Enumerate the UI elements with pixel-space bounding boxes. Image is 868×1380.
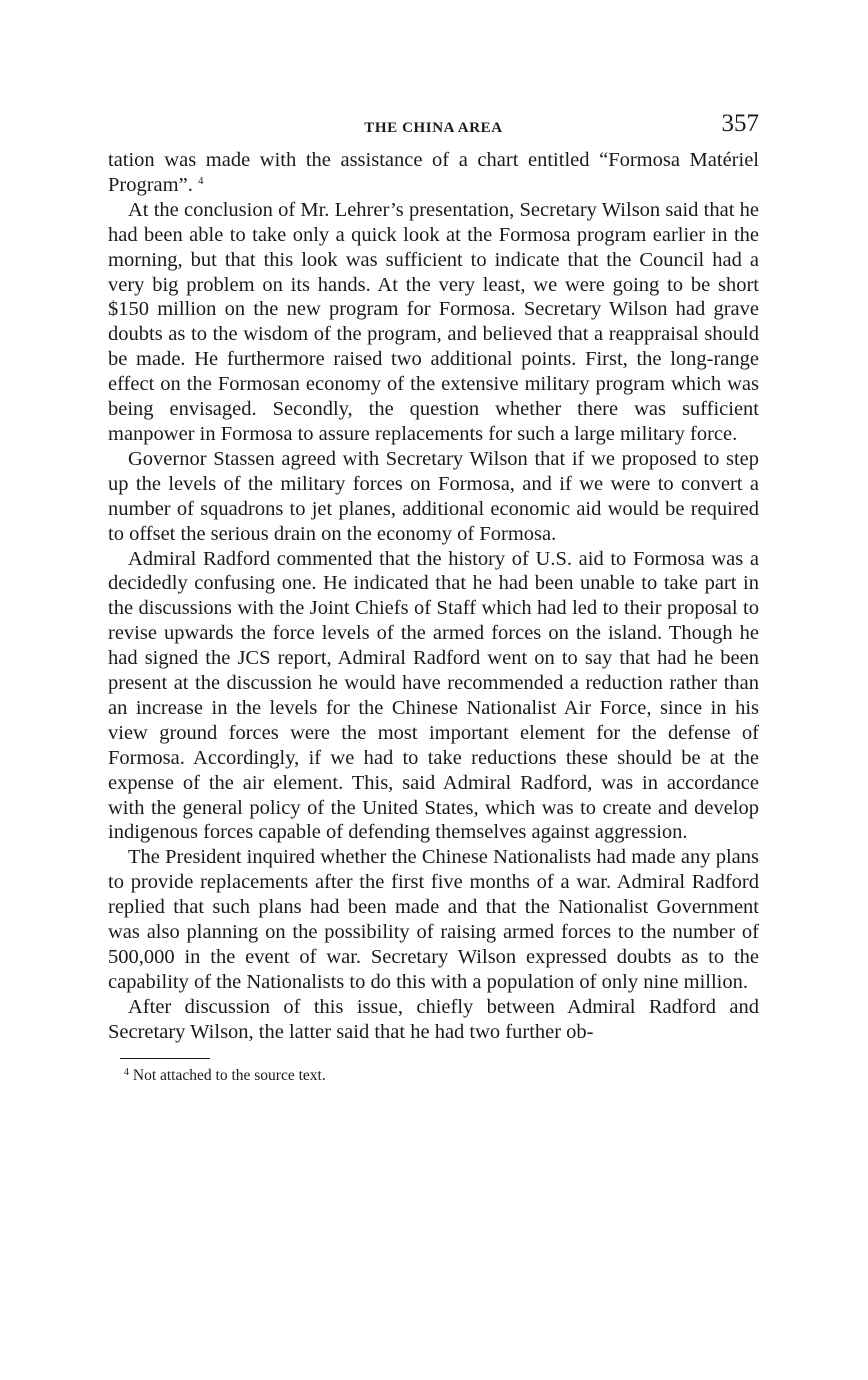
paragraph-2: At the conclusion of Mr. Lehrer’s presentation, Secretary Wilson said that he had been able to take only a quick look at the Formosa program earlier in the morning, but that this look was sufficient to indicate that the Council had a very big problem on its hands. At the very least, we were going to be short $150 million on the new program for Formosa. Secretary Wilson had grave doubts as to the wisdom of the program, and believed that a reappraisal should be made. He furthermore raised two additional points. First, the long-range effect on the Formosan economy of the extensive military program which was being envisaged. Secondly, the question whether there was sufficient manpower in Formosa to assure replacements for such a large military force. [108, 198, 759, 445]
footnote-reference: 4 [197, 174, 204, 187]
footnote-text: Not attached to the source text. [129, 1066, 326, 1084]
paragraph-4: Admiral Radford commented that the history of U.S. aid to Formosa was a decidedly confusing one. He indicated that he had been unable to take part in the discussions with the Joint Chiefs of Staff which had led to their proposal to revise upwards the force levels of the armed forces on the island. Though he had signed the JCS report, Admiral Radford went on to say that had he been present at the discussion he would have recommended a reduction rather than an increase in the levels for the Chinese Nationalist Air Force, since in his view ground forces were the most important element for the defense of Formosa. Accordingly, if we had to take reductions these should be at the expense of the air element. This, said Admiral Radford, was in accordance with the general policy of the United States, which was to create and develop indigenous forces capable of defending themselves against aggression. [108, 547, 759, 844]
running-head: THE CHINA AREA [364, 120, 503, 136]
footnote-divider [120, 1058, 210, 1059]
footnote-marker: 4 [124, 1066, 129, 1078]
page-header [108, 108, 759, 148]
paragraph-6: After discussion of this issue, chiefly between Admiral Radford and Secretary Wilson, the latter said that he had two further ob- [108, 995, 759, 1043]
footnote [124, 1066, 759, 1085]
body-text [108, 148, 759, 1045]
paragraph-text: tation was made with the assistance of a chart entitled “Formosa Matériel Program”. [108, 149, 759, 196]
document-page [108, 108, 759, 1085]
paragraph-1 [108, 148, 759, 198]
paragraph-3: Governor Stassen agreed with Secretary Wilson that if we proposed to step up the levels of the military forces on Formosa, and if we were to convert a number of squadrons to jet planes, additional economic aid would be required to offset the serious drain on the economy of Formosa. [108, 447, 759, 545]
paragraph-5: The President inquired whether the Chinese Nationalists had made any plans to provide replacements after the first five months of a war. Admiral Radford replied that such plans had been made and that the Nationalist Government was also planning on the possibility of raising armed forces to the number of 500,000 in the event of war. Secretary Wilson expressed doubts as to the capability of the Nationalists to do this with a population of only nine million. [108, 846, 759, 993]
page-number: 357 [721, 110, 759, 137]
